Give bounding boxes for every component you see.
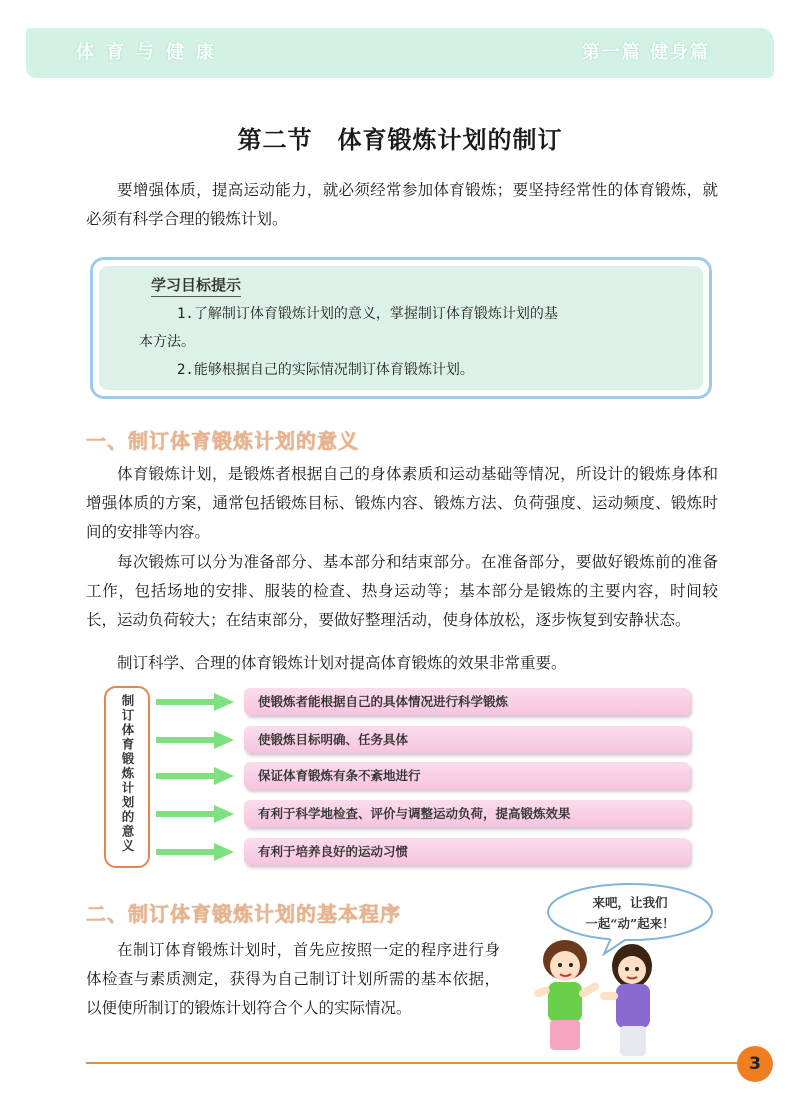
book-title: 体育与健康 (76, 42, 226, 63)
goal-item-1-line-1: 1.了解制订体育锻炼计划的意义，掌握制订体育锻炼计划的基 (177, 306, 558, 322)
chapter-label: 第一篇 健身篇 (581, 42, 710, 63)
arrow-icon (156, 730, 236, 750)
goal-item-1-line-2: 本方法。 (139, 334, 195, 350)
goal-item-2: 2.能够根据自己的实际情况制订体育锻炼计划。 (177, 362, 474, 378)
part2-heading: 二、制订体育锻炼计划的基本程序 (86, 902, 401, 926)
diagram-item-text: 保证体育锻炼有条不紊地进行 (258, 768, 421, 783)
diagram-item-4 (244, 800, 690, 827)
speech-line-1: 来吧，让我们 (592, 895, 668, 910)
arrow-icon (156, 842, 236, 862)
part1-paragraph-3: 制订科学、合理的体育锻炼计划对提高体育锻炼的效果非常重要。 (117, 654, 567, 672)
footer-rule (86, 1062, 758, 1064)
speech-line-2: 一起“动”起来！ (585, 916, 675, 931)
part1-heading: 一、制订体育锻炼计划的意义 (86, 429, 359, 453)
diagram-item-2 (244, 726, 690, 753)
diagram-label: 制订体育锻炼计划的意义 (120, 694, 135, 854)
cartoon-girls-illustration (520, 930, 690, 1060)
diagram-item-text: 使锻炼者能根据自己的具体情况进行科学锻炼 (258, 694, 509, 709)
arrow-icon (156, 804, 236, 824)
speech-bubble-text (546, 892, 714, 934)
learning-goals-panel (99, 266, 703, 390)
diagram-label-box (104, 686, 150, 868)
diagram-item-text: 有利于科学地检查、评价与调整运动负荷，提高锻炼效果 (258, 806, 571, 821)
arrow-icon (156, 692, 236, 712)
learning-goals-box (90, 257, 712, 399)
diagram-item-1 (244, 688, 690, 715)
page-number: 3 (737, 1046, 773, 1082)
part1-paragraph-1: 体育锻炼计划，是锻炼者根据自己的身体素质和运动基础等情况，所设计的锻炼身体和增强体质的方案，通常包括锻炼目标、锻炼内容、锻炼方法、负荷强度、运动频度、锻炼时间的安排等内容。 (86, 465, 718, 541)
diagram-item-text: 使锻炼目标明确、任务具体 (258, 732, 409, 747)
diagram-item-3 (244, 762, 690, 789)
arrow-icon (156, 766, 236, 786)
intro-paragraph: 要增强体质，提高运动能力，就必须经常参加体育锻炼；要坚持经常性的体育锻炼，就必须有科学合理的锻炼计划。 (86, 181, 718, 228)
learning-goals-title: 学习目标提示 (151, 274, 241, 297)
diagram-item-text: 有利于培养良好的运动习惯 (258, 844, 409, 859)
part1-paragraph-2: 每次锻炼可以分为准备部分、基本部分和结束部分。在准备部分，要做好锻炼前的准备工作，包括场地的安排、服装的检查、热身运动等；基本部分是锻炼的主要内容，时间较长，运动负荷较大；在结束部分，要做好整理活动，使身体放松，逐步恢复到安静状态。 (86, 553, 718, 629)
diagram-item-5 (244, 838, 690, 865)
section-title: 第二节 体育锻炼计划的制订 (237, 126, 563, 154)
part2-paragraph-1: 在制订体育锻炼计划时，首先应按照一定的程序进行身体检查与素质测定，获得为自己制订计划所需的基本依据，以便使所制订的锻炼计划符合个人的实际情况。 (86, 941, 500, 1017)
